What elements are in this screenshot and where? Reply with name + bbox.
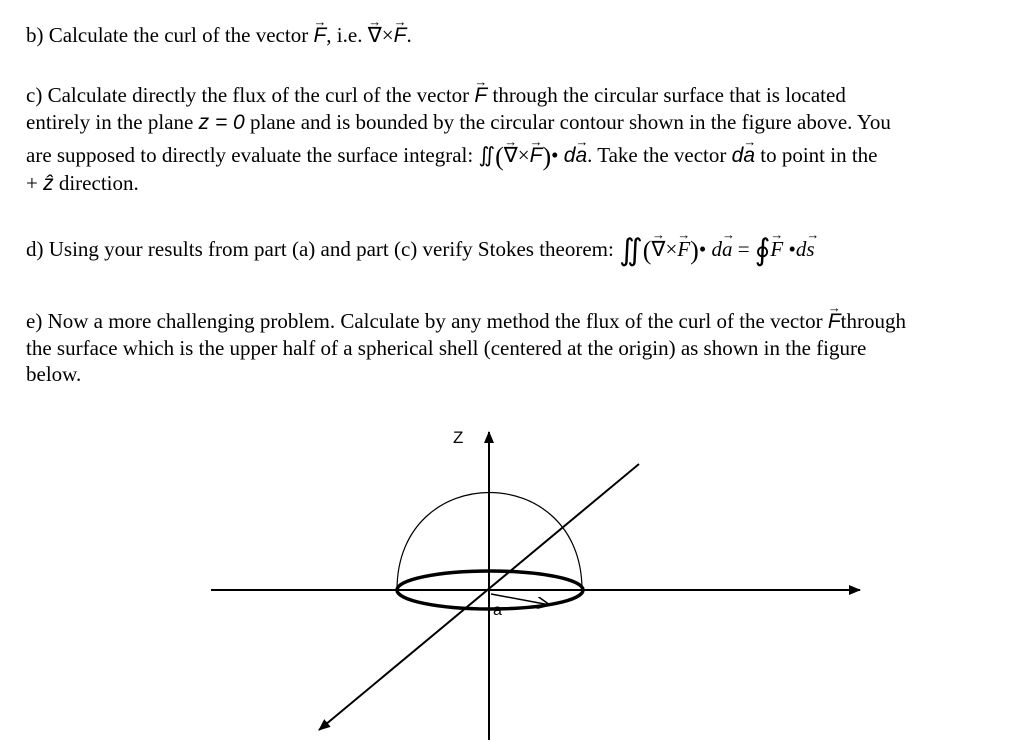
d-symbol: d xyxy=(795,237,807,261)
vector-f: → F xyxy=(313,23,326,49)
paren: ( xyxy=(495,142,504,171)
times-symbol: × xyxy=(517,143,530,167)
part-c-text: entirely in the plane xyxy=(26,110,199,134)
nabla-symbol: → ∇ xyxy=(651,236,665,262)
part-c-text: direction. xyxy=(53,171,139,195)
part-e-text: e) Now a more challenging problem. Calculate by any method the flux of the curl of the vector xyxy=(26,309,828,333)
d-symbol: d xyxy=(563,144,576,167)
part-b-paragraph xyxy=(26,22,1001,49)
part-c-text: c) Calculate directly the flux of the curl of the vector xyxy=(26,83,475,107)
vector-f: → F xyxy=(394,23,407,49)
vector-a: → a xyxy=(722,236,733,262)
part-b-text: b) Calculate the curl of the vector xyxy=(26,23,314,47)
vector-a: → a xyxy=(743,143,755,169)
vector-f: → F xyxy=(677,236,690,262)
z-hat-symbol: ẑ xyxy=(43,172,54,195)
part-e-line-3: below. xyxy=(26,362,82,386)
paren: ) xyxy=(542,142,552,171)
part-e-line-1 xyxy=(26,308,1001,335)
equals-symbol: = xyxy=(737,237,750,261)
part-c-text: plane and is bounded by the circular contour shown in the figure above. You xyxy=(244,110,891,134)
paren: ( xyxy=(642,236,652,265)
times-symbol: × xyxy=(665,237,678,261)
dot-symbol: • xyxy=(698,237,707,261)
part-c-line-4 xyxy=(26,170,1001,197)
plus-symbol: + xyxy=(26,171,38,195)
paren: ) xyxy=(690,236,699,265)
part-c-line-1 xyxy=(26,82,1001,109)
part-e-text: through xyxy=(840,309,906,333)
part-c-text: to point in the xyxy=(755,143,878,167)
nabla-symbol: → ∇ xyxy=(504,143,518,169)
part-e-line-2: the surface which is the upper half of a spherical shell (centered at the origin) as shown in the figure xyxy=(26,336,867,360)
y-axis xyxy=(319,464,639,730)
vector-f: → F xyxy=(530,143,543,169)
part-b-suffix: . xyxy=(406,23,412,47)
d-symbol: d xyxy=(731,144,744,167)
part-c-text: . Take the vector xyxy=(587,143,732,167)
vector-f: → F xyxy=(770,236,783,262)
surface-integral-symbol: ∬ xyxy=(478,144,496,167)
part-d-paragraph xyxy=(26,234,1001,267)
nabla-symbol: → ∇ xyxy=(368,23,382,49)
dot-symbol: • xyxy=(551,143,559,167)
z-axis-label: Z xyxy=(453,428,464,447)
part-e-paragraph xyxy=(26,308,1001,387)
contour-integral-symbol: ∮ xyxy=(754,234,771,267)
surface-integral-symbol: ∬ xyxy=(619,234,643,267)
times-symbol: × xyxy=(381,23,394,47)
vector-s: → s xyxy=(806,236,814,262)
radius-label: a xyxy=(493,602,502,619)
part-b-mid: , i.e. xyxy=(326,23,368,47)
d-symbol: d xyxy=(711,237,722,261)
vector-f: → F xyxy=(828,309,841,335)
hemisphere-figure xyxy=(205,422,870,742)
part-c-text: through the circular surface that is located xyxy=(487,83,846,107)
vector-f: → F xyxy=(474,83,487,109)
part-c-line-3 xyxy=(26,142,1001,170)
part-c-text: are supposed to directly evaluate the surface integral: xyxy=(26,143,479,167)
vector-a: → a xyxy=(575,143,587,169)
part-c-paragraph xyxy=(26,82,1001,197)
dot-symbol: • xyxy=(788,237,796,261)
plane-equation: z = 0 xyxy=(198,111,245,134)
part-d-text: d) Using your results from part (a) and part (c) verify Stokes theorem: xyxy=(26,237,620,261)
